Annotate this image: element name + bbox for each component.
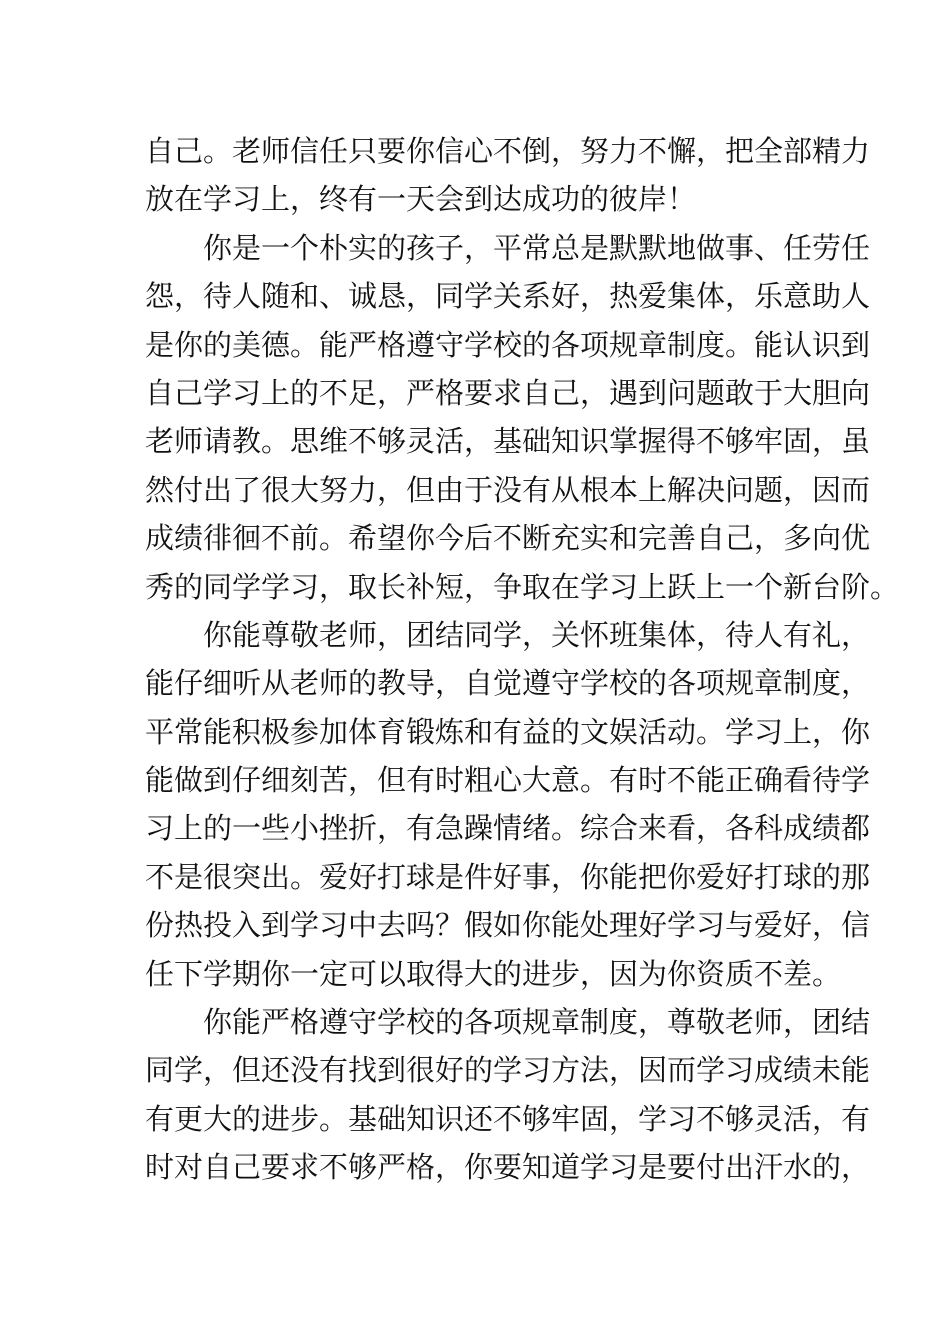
text-line: 自己学习上的不足，严格要求自己，遇到问题敢于大胆向 bbox=[145, 375, 871, 410]
text-line: 你是一个朴实的孩子，平常总是默默地做事、任劳任 bbox=[203, 230, 871, 265]
document-body bbox=[145, 127, 900, 1192]
text-line: 同学，但还没有找到很好的学习方法，因而学习成绩未能 bbox=[145, 1053, 871, 1088]
text-line: 能做到仔细刻苦，但有时粗心大意。有时不能正确看待学 bbox=[145, 763, 871, 798]
text-line: 是你的美德。能严格遵守学校的各项规章制度。能认识到 bbox=[145, 327, 871, 362]
text-line: 秀的同学学习，取长补短，争取在学习上跃上一个新台阶。 bbox=[145, 569, 900, 604]
text-line: 平常能积极参加体育锻炼和有益的文娱活动。学习上，你 bbox=[145, 714, 871, 749]
text-line: 不是很突出。爱好打球是件好事，你能把你爱好打球的那 bbox=[145, 859, 871, 894]
text-line: 成绩徘徊不前。希望你今后不断充实和完善自己，多向优 bbox=[145, 521, 871, 556]
text-line: 任下学期你一定可以取得大的进步，因为你资质不差。 bbox=[145, 956, 842, 991]
text-line: 老师请教。思维不够灵活，基础知识掌握得不够牢固，虽 bbox=[145, 424, 871, 459]
text-line: 放在学习上，终有一天会到达成功的彼岸！ bbox=[145, 182, 697, 217]
text-line: 能仔细听从老师的教导，自觉遵守学校的各项规章制度， bbox=[145, 666, 871, 701]
text-line: 习上的一些小挫折，有急躁情绪。综合来看，各科成绩都 bbox=[145, 811, 871, 846]
text-line: 你能尊敬老师，团结同学，关怀班集体，待人有礼， bbox=[203, 617, 871, 652]
text-line: 你能严格遵守学校的各项规章制度，尊敬老师，团结 bbox=[203, 1005, 871, 1040]
text-line: 自己。老师信任只要你信心不倒，努力不懈，把全部精力 bbox=[145, 134, 871, 168]
text-line: 然付出了很大努力，但由于没有从根本上解决问题，因而 bbox=[145, 472, 871, 507]
text-line: 有更大的进步。基础知识还不够牢固，学习不够灵活，有 bbox=[145, 1101, 871, 1136]
text-line: 怨，待人随和、诚恳，同学关系好，热爱集体，乐意助人 bbox=[145, 279, 871, 314]
text-line: 时对自己要求不够严格，你要知道学习是要付出汗水的， bbox=[145, 1150, 871, 1185]
text-line: 份热投入到学习中去吗？假如你能处理好学习与爱好，信 bbox=[145, 908, 871, 943]
